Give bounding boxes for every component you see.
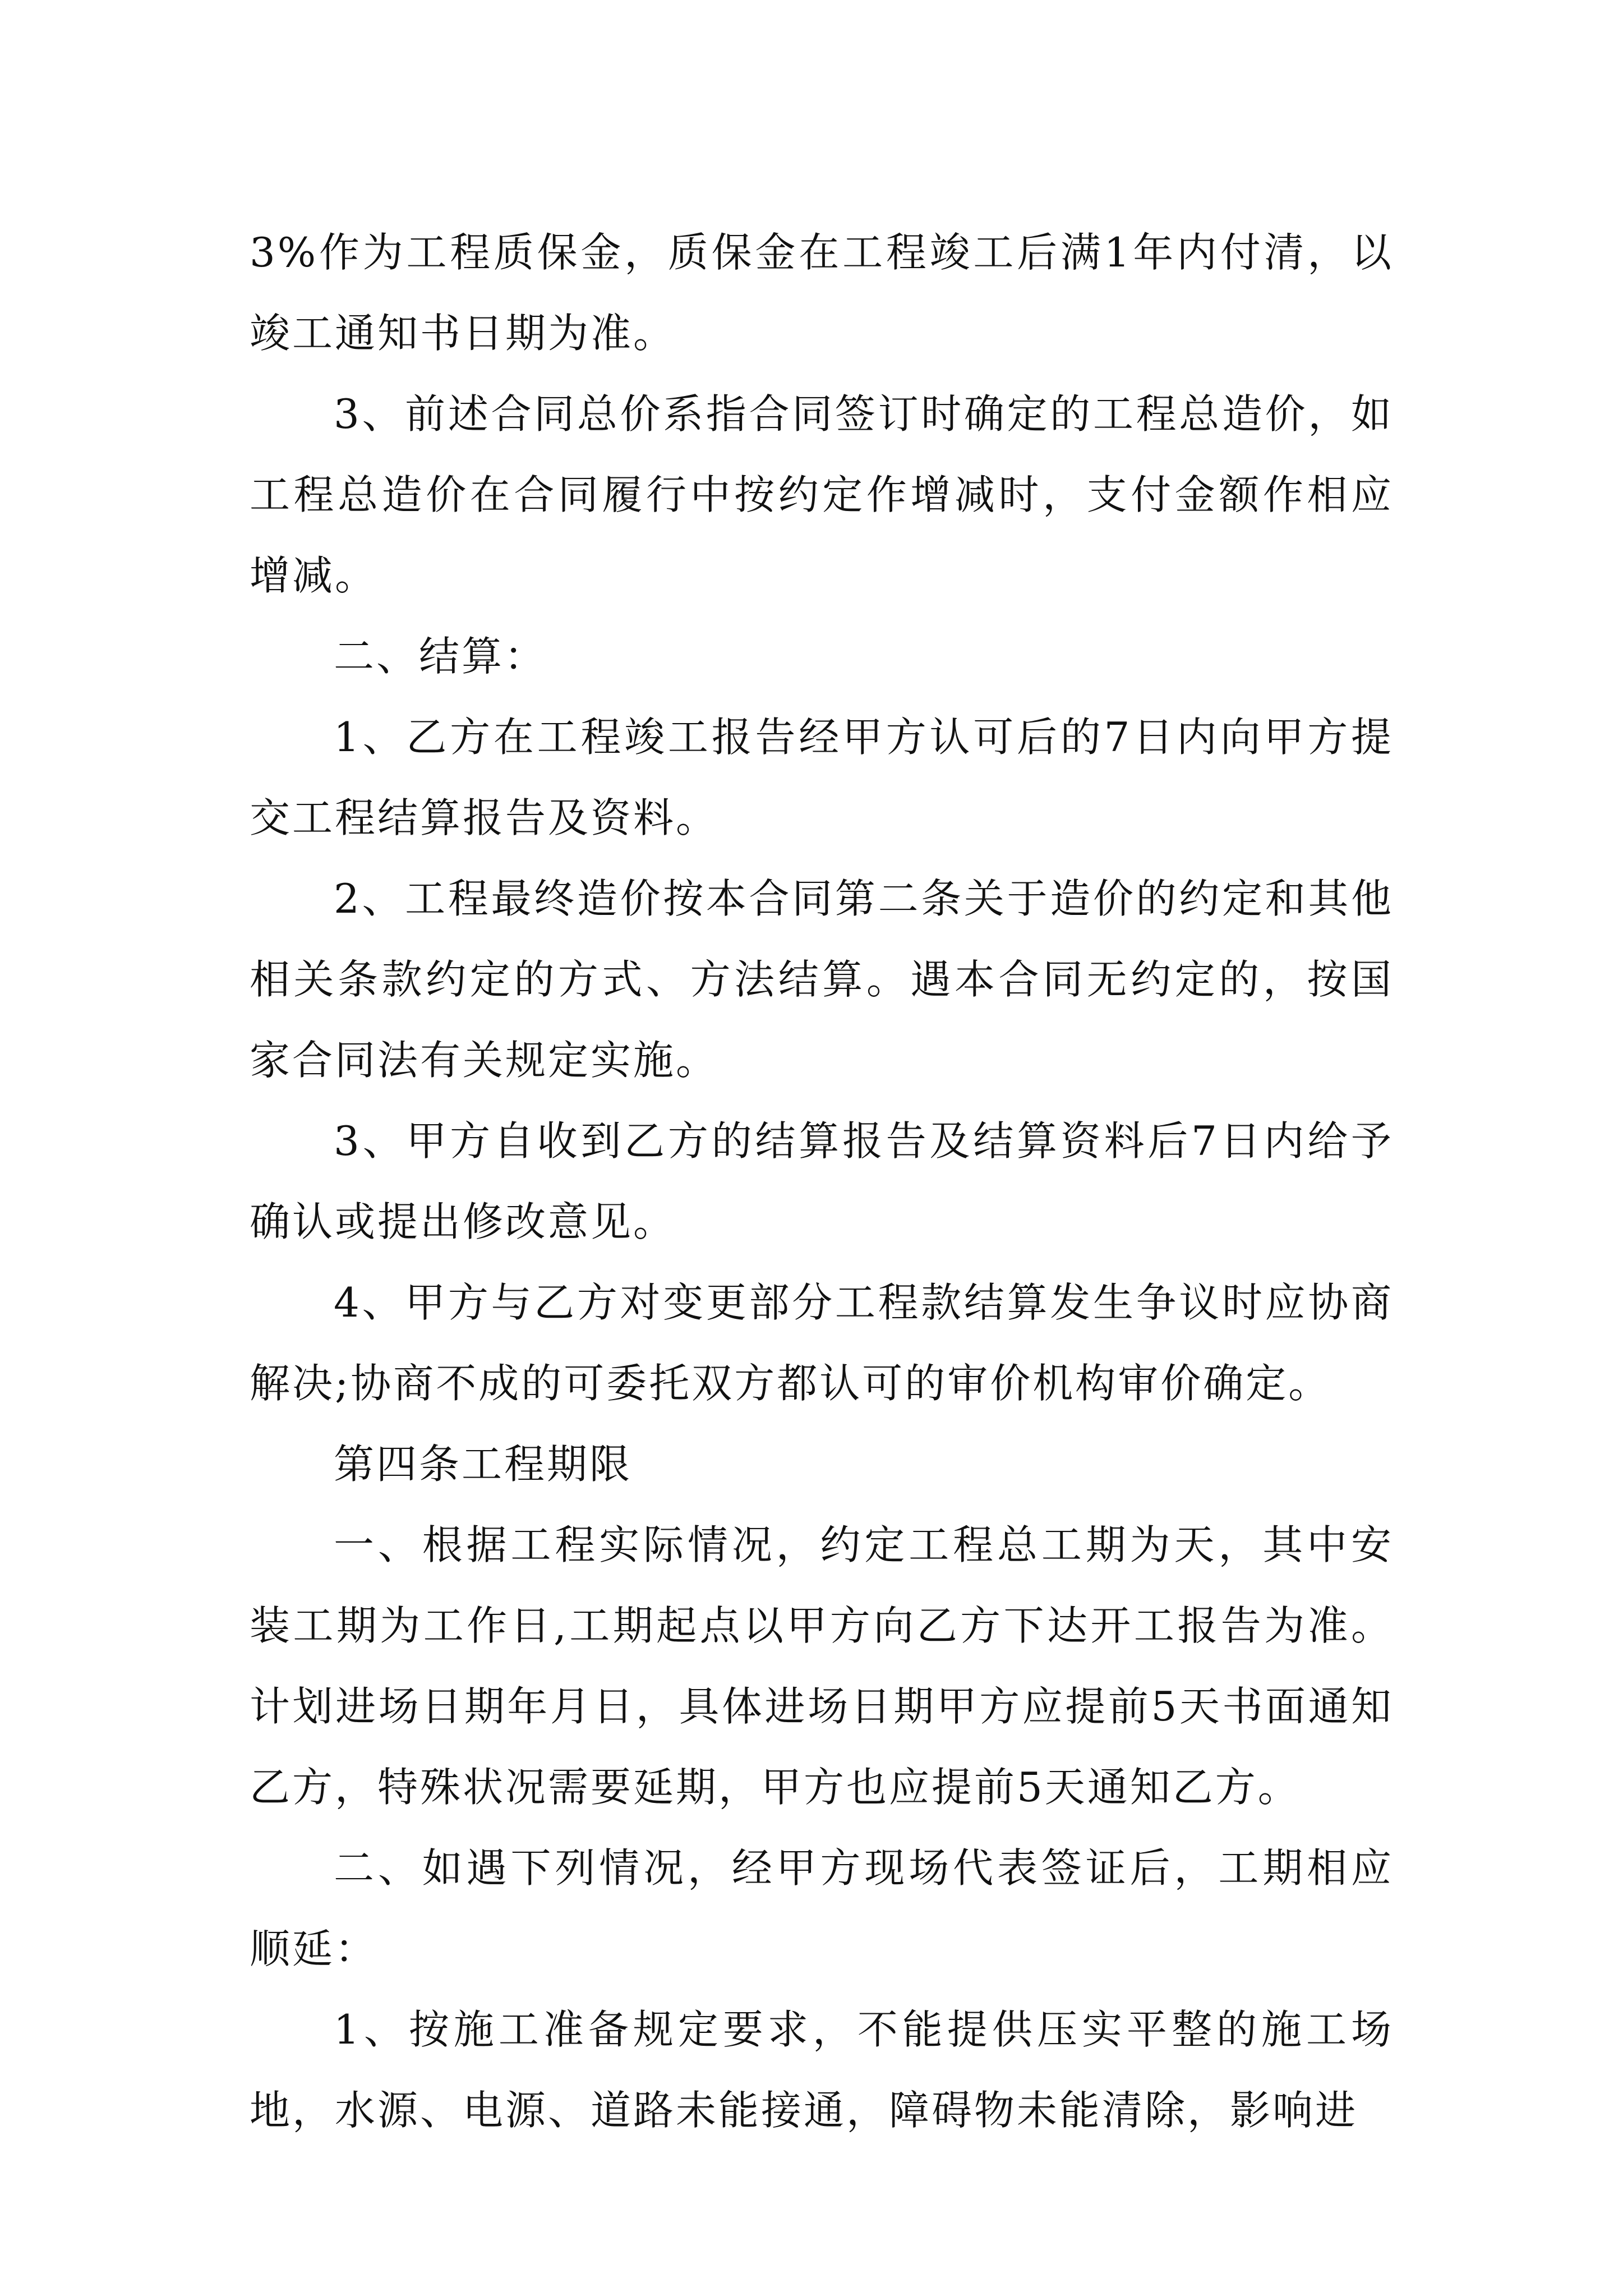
paragraph-final-cost: 2、工程最终造价按本合同第二条关于造价的约定和其他相关条款约定的方式、方法结算。遇本合同无约定的，按国家合同法有关规定实施。 [250,875,1394,1084]
paragraph-settlement-report: 1、乙方在工程竣工报告经甲方认可后的7日内向甲方提交工程结算报告及资料。 [250,714,1394,841]
paragraph-dispute-resolution: 4、甲方与乙方对变更部分工程款结算发生争议时应协商解决;协商不成的可委托双方都认可的审价机构审价确定。 [250,1279,1394,1407]
section-heading-settlement: 二、结算： [334,633,547,680]
document-body [250,212,1394,2151]
paragraph-construction-period: 一、根据工程实际情况，约定工程总工期为天，其中安装工期为工作日,工期起点以甲方向乙方下达开工报告为准。计划进场日期年月日，具体进场日期甲方应提前5天书面通知乙方，特殊状况需要延期，甲方也应提前5天通知乙方。 [250,1521,1394,1811]
paragraph-extension-conditions: 二、如遇下列情况，经甲方现场代表签证后，工期相应顺延： [250,1844,1394,1972]
paragraph-site-preparation: 1、按施工准备规定要求，不能提供压实平整的施工场地，水源、电源、道路未能接通，障碍物未能清除，影响进 [250,2006,1394,2134]
paragraph-total-price-adjustment: 3、前述合同总价系指合同签订时确定的工程总造价，如工程总造价在合同履行中按约定作增减时，支付金额作相应增减。 [250,390,1394,599]
section-heading-article-four: 第四条工程期限 [334,1441,633,1488]
paragraph-confirmation: 3、甲方自收到乙方的结算报告及结算资料后7日内给予确认或提出修改意见。 [250,1117,1394,1245]
paragraph-quality-deposit: 3%作为工程质保金，质保金在工程竣工后满1年内付清，以竣工通知书日期为准。 [250,229,1394,357]
